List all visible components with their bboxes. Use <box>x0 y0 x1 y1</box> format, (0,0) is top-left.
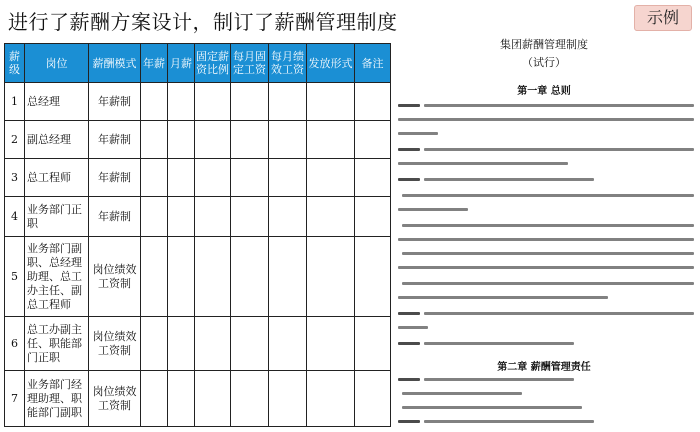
text-line <box>424 312 694 315</box>
cell-model: 年薪制 <box>89 83 141 121</box>
text-line <box>424 104 694 107</box>
cell-level: 5 <box>5 237 25 317</box>
cell-level: 7 <box>5 371 25 427</box>
text-line <box>424 342 574 345</box>
text-line <box>398 208 468 211</box>
header-monthly: 月薪 <box>168 44 195 83</box>
salary-table <box>4 43 391 427</box>
header-fixed-ratio: 固定薪资比例 <box>195 44 231 83</box>
header-position: 岗位 <box>25 44 89 83</box>
cell-model: 年薪制 <box>89 159 141 197</box>
chapter-one-heading: 第一章 总则 <box>517 86 571 97</box>
header-remarks: 备注 <box>355 44 391 83</box>
text-line <box>398 132 438 135</box>
table-row <box>5 159 391 197</box>
cell-position: 业务部门正职 <box>25 197 89 237</box>
header-level: 薪级 <box>5 44 25 83</box>
header-fixed-wage: 每月固定工资 <box>231 44 269 83</box>
table-header-row <box>5 44 391 83</box>
cell-model: 岗位绩效工资制 <box>89 317 141 371</box>
chapter-two-heading: 第二章 薪酬管理责任 <box>497 362 591 373</box>
table-row <box>5 237 391 317</box>
document-title: 集团薪酬管理制度 <box>500 38 588 51</box>
header-annual: 年薪 <box>141 44 168 83</box>
cell-position: 副总经理 <box>25 121 89 159</box>
text-line <box>424 420 594 423</box>
header-performance-wage: 每月绩效工资 <box>269 44 307 83</box>
text-line <box>398 266 694 269</box>
cell-model: 年薪制 <box>89 121 141 159</box>
text-line <box>398 420 420 423</box>
headline: 进行了薪酬方案设计，制订了薪酬管理制度 <box>8 10 398 34</box>
text-line <box>424 178 594 181</box>
cell-level: 6 <box>5 317 25 371</box>
cell-position: 业务部门副职、总经理助理、总工办主任、副总工程师 <box>25 237 89 317</box>
table-row <box>5 121 391 159</box>
text-line <box>398 162 568 165</box>
text-line <box>402 252 694 255</box>
text-line <box>398 342 420 345</box>
cell-model: 岗位绩效工资制 <box>89 371 141 427</box>
cell-level: 2 <box>5 121 25 159</box>
text-line <box>402 406 582 409</box>
text-line <box>398 378 420 381</box>
header-payment-form: 发放形式 <box>307 44 355 83</box>
header-model: 薪酬模式 <box>89 44 141 83</box>
cell-position: 业务部门经理助理、职能部门副职 <box>25 371 89 427</box>
text-line <box>424 378 574 381</box>
cell-position: 总经理 <box>25 83 89 121</box>
text-line <box>398 178 420 181</box>
text-line <box>398 326 428 329</box>
text-line <box>402 282 694 285</box>
text-line <box>402 194 694 197</box>
cell-position: 总工程师 <box>25 159 89 197</box>
text-line <box>398 238 694 241</box>
cell-level: 3 <box>5 159 25 197</box>
text-line <box>402 392 522 395</box>
document-subtitle: （试行） <box>522 56 566 69</box>
text-line <box>398 296 608 299</box>
table-row <box>5 371 391 427</box>
text-line <box>424 148 694 151</box>
policy-document-preview <box>392 30 696 430</box>
text-line <box>398 104 420 107</box>
table-row <box>5 317 391 371</box>
cell-model: 年薪制 <box>89 197 141 237</box>
text-line <box>398 312 420 315</box>
cell-level: 4 <box>5 197 25 237</box>
example-badge: 示例 <box>634 5 692 31</box>
cell-level: 1 <box>5 83 25 121</box>
text-line <box>402 224 694 227</box>
table-row <box>5 197 391 237</box>
table-row <box>5 83 391 121</box>
text-line <box>398 148 420 151</box>
cell-position: 总工办副主任、职能部门正职 <box>25 317 89 371</box>
cell-model: 岗位绩效工资制 <box>89 237 141 317</box>
text-line <box>398 118 694 121</box>
